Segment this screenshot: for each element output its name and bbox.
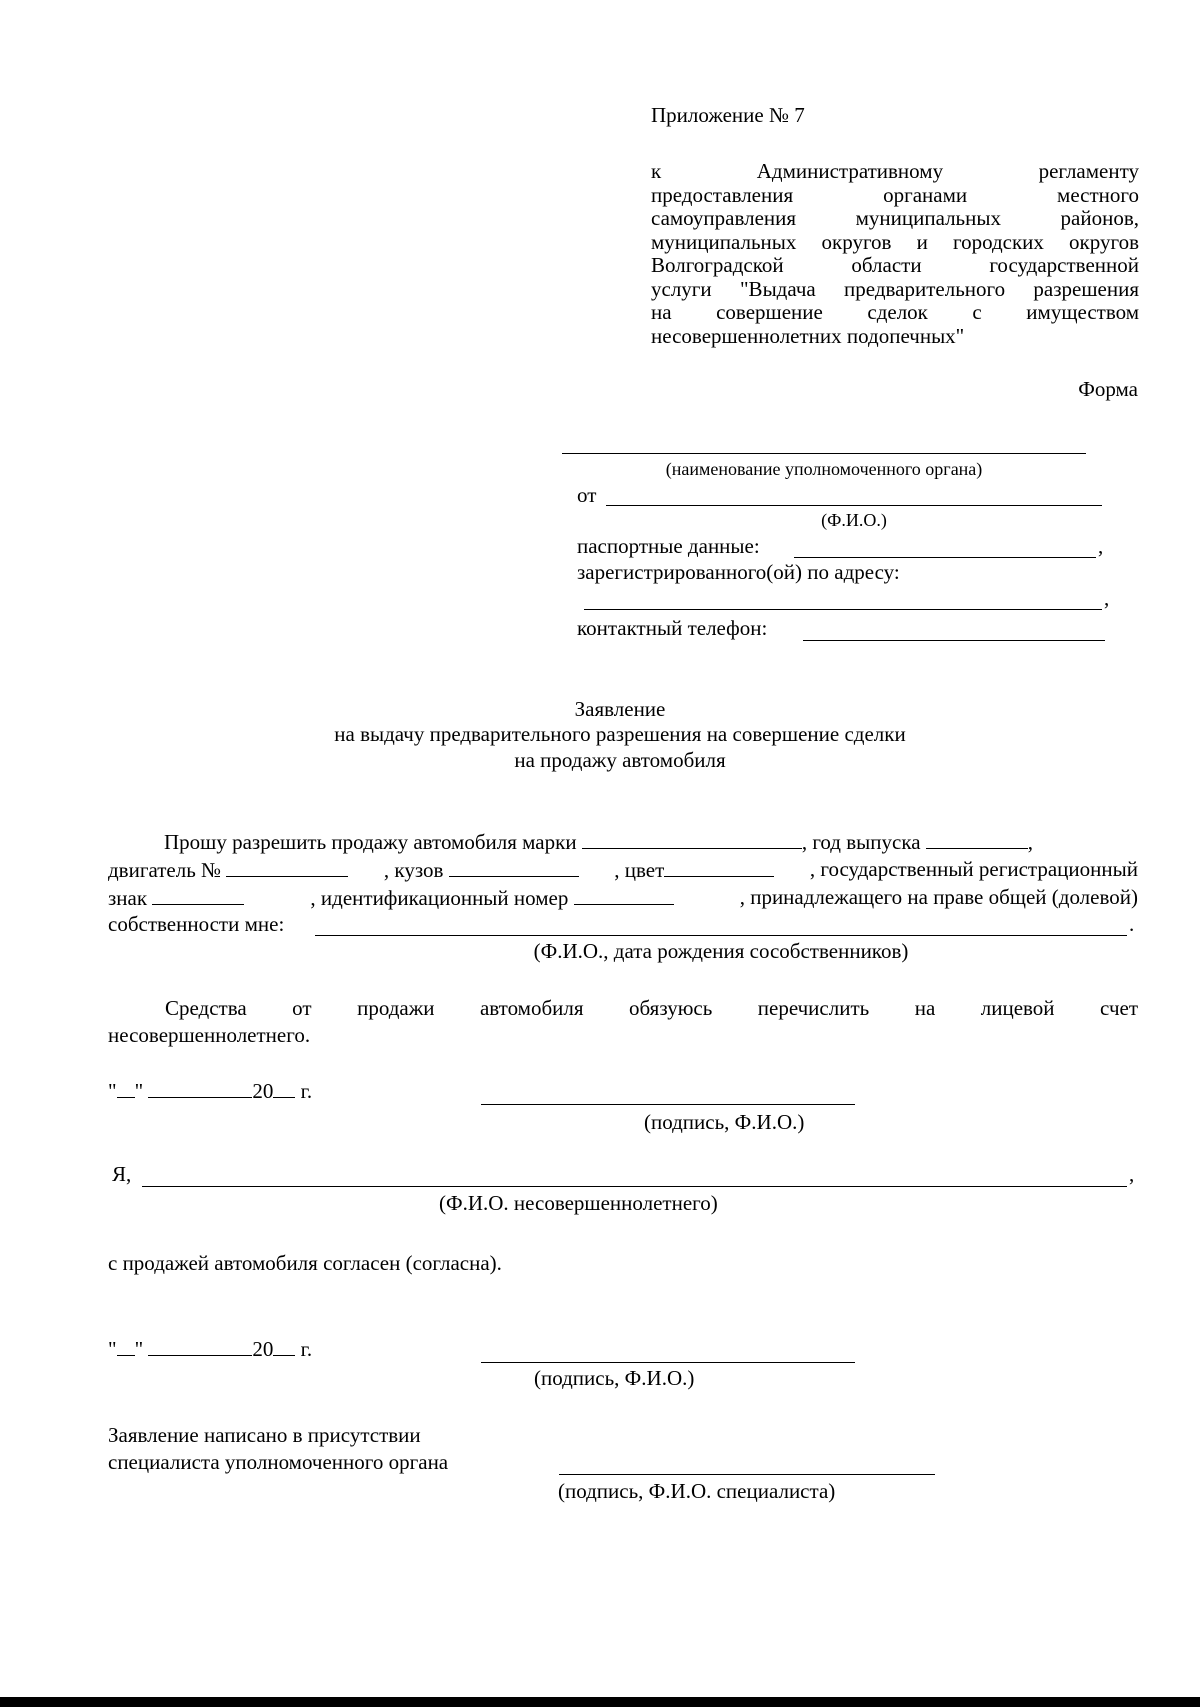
year-prefix: 20	[252, 1337, 274, 1361]
passport-label: паспортные данные:	[577, 534, 760, 558]
regulation-line: услуги "Выдача предварительного разрешения	[651, 276, 1139, 301]
quote-mark: "	[134, 1079, 144, 1103]
registration-plate-field[interactable]	[152, 886, 244, 905]
date-field-2[interactable]	[108, 1337, 312, 1362]
regulation-line: Волгоградской области государственной	[651, 253, 1139, 278]
month-blank[interactable]	[148, 1079, 252, 1098]
appendix-number: Приложение № 7	[651, 103, 805, 127]
body-text: знак	[108, 886, 148, 910]
regulation-line: несовершеннолетних подопечных"	[651, 323, 965, 348]
body-text: Прошу разрешить продажу автомобиля марки	[164, 830, 577, 854]
regulation-line: самоуправления муниципальных районов,	[651, 206, 1139, 231]
body-line-2	[108, 858, 1138, 883]
engine-number-field[interactable]	[226, 858, 348, 877]
funds-line: Средства от продажи автомобиля обязуюсь перечислить на лицевой счет	[165, 996, 1138, 1020]
address-comma: ,	[1104, 586, 1110, 610]
signature-line-2[interactable]	[481, 1362, 855, 1363]
signature-caption-1: (подпись, Ф.И.О.)	[644, 1110, 805, 1134]
body-text: двигатель №	[108, 858, 222, 882]
authority-caption: (наименование уполномоченного органа)	[665, 459, 983, 479]
body-text: ,	[1027, 830, 1034, 854]
applicant-fio-caption: (Ф.И.О.)	[821, 510, 887, 530]
document-subtitle: на продажу автомобиля	[514, 748, 726, 772]
regulation-line: предоставления органами местного	[651, 182, 1139, 207]
body-text: , кузов	[383, 858, 444, 882]
car-make-field[interactable]	[582, 830, 802, 849]
signature-line-1[interactable]	[481, 1104, 855, 1105]
funds-line: несовершеннолетнего.	[108, 1023, 311, 1047]
regulation-line: к Административному регламенту	[651, 159, 1139, 183]
vin-field[interactable]	[574, 886, 674, 905]
regulation-reference	[651, 160, 1139, 348]
regulation-line: на совершение сделок с имуществом	[651, 300, 1139, 325]
day-blank[interactable]	[117, 1337, 135, 1356]
quote-mark: "	[134, 1337, 144, 1361]
body-text: , год выпуска	[801, 830, 921, 854]
production-year-field[interactable]	[926, 830, 1028, 849]
signature-caption-2: (подпись, Ф.И.О.)	[534, 1366, 695, 1390]
day-blank[interactable]	[117, 1079, 135, 1098]
body-line-4-label: собственности мне:	[108, 912, 285, 936]
co-owners-line[interactable]	[315, 935, 1127, 936]
co-owners-caption: (Ф.И.О., дата рождения сособственников)	[533, 939, 909, 963]
specialist-signature-line[interactable]	[559, 1474, 935, 1475]
body-text: , идентификационный номер	[310, 886, 569, 910]
body-line-4-period: .	[1129, 912, 1135, 936]
regulation-line: муниципальных округов и городских округов	[651, 229, 1139, 254]
body-line-1	[108, 830, 1136, 855]
body-line-3	[108, 886, 1138, 911]
witness-text: специалиста уполномоченного органа	[108, 1450, 449, 1474]
phone-label: контактный телефон:	[577, 616, 768, 640]
body-number-field[interactable]	[449, 858, 579, 877]
body-text: , принадлежащего на праве общей (долевой)	[739, 885, 1138, 909]
document-subtitle: на выдачу предварительного разрешения на совершение сделки	[334, 722, 906, 746]
quote-mark: "	[108, 1337, 117, 1361]
month-blank[interactable]	[148, 1337, 252, 1356]
minor-fio-caption: (Ф.И.О. несовершеннолетнего)	[439, 1191, 718, 1215]
form-label: Форма	[1078, 377, 1138, 401]
applicant-fio-line[interactable]	[606, 505, 1102, 506]
specialist-signature-caption: (подпись, Ф.И.О. специалиста)	[558, 1479, 836, 1503]
body-text: , государственный регистрационный	[809, 857, 1138, 881]
scan-edge-band	[0, 1697, 1200, 1707]
consent-text: с продажей автомобиля согласен (согласна).	[108, 1251, 502, 1275]
date-field-1[interactable]	[108, 1079, 312, 1104]
year-blank[interactable]	[273, 1337, 295, 1356]
color-field[interactable]	[664, 858, 774, 877]
address-line[interactable]	[584, 609, 1102, 610]
phone-line[interactable]	[803, 640, 1105, 641]
quote-mark: "	[108, 1079, 117, 1103]
document-title: Заявление	[574, 697, 666, 721]
minor-comma: ,	[1129, 1162, 1135, 1186]
year-suffix: г.	[300, 1079, 313, 1103]
registered-address-label: зарегистрированного(ой) по адресу:	[577, 560, 900, 584]
minor-fio-line[interactable]	[142, 1186, 1127, 1187]
year-blank[interactable]	[273, 1079, 295, 1098]
body-text: , цвет	[614, 858, 665, 882]
passport-comma: ,	[1098, 534, 1104, 558]
i-label: Я,	[112, 1162, 132, 1186]
authority-name-line[interactable]	[562, 453, 1086, 454]
from-label: от	[577, 483, 597, 507]
year-suffix: г.	[300, 1337, 313, 1361]
year-prefix: 20	[252, 1079, 274, 1103]
passport-line[interactable]	[794, 557, 1096, 558]
witness-text: Заявление написано в присутствии	[108, 1423, 421, 1447]
